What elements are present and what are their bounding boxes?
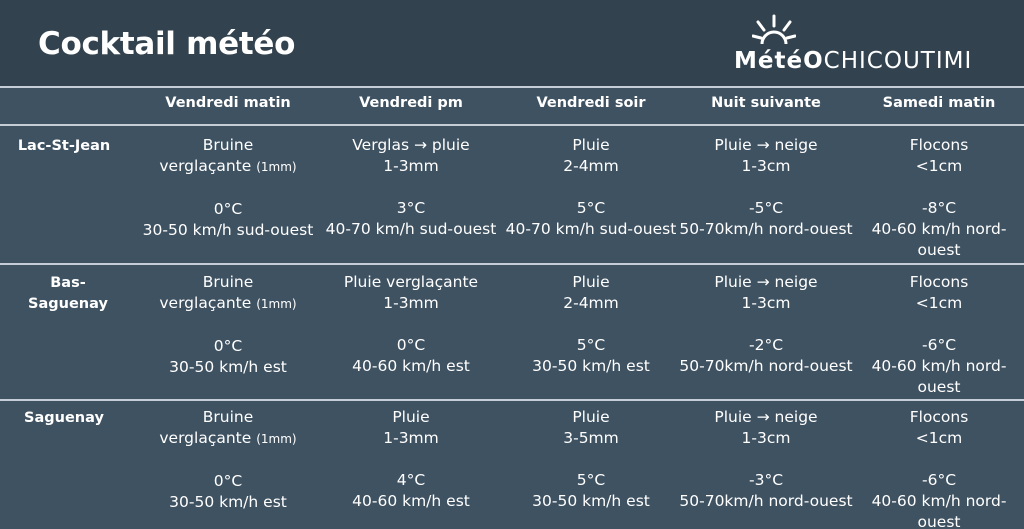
spacer: [140, 178, 316, 199]
spacer: [503, 314, 679, 335]
brand-light-text: CHICOUTIMI: [823, 48, 973, 74]
wind-text: 40-60 km/h est: [352, 492, 470, 510]
temperature-text: 0°C: [213, 200, 243, 218]
amount-line: [503, 156, 679, 177]
condition-text: Pluie → neige: [714, 408, 818, 426]
temperature-text: 3°C: [396, 199, 426, 217]
temperature-text: 0°C: [213, 337, 243, 355]
sun-icon: [752, 14, 796, 50]
temperature-text: 4°C: [396, 471, 426, 489]
amount-text: 1-3mm: [383, 294, 439, 312]
wind-text: 40-70 km/h sud-ouest: [325, 220, 497, 238]
condition-text: Pluie: [392, 408, 430, 426]
amount-text: verglaçante: [159, 294, 252, 312]
condition-text: Verglas → pluie: [352, 136, 470, 154]
temperature-text: -6°C: [921, 471, 957, 489]
forecast-cell: [503, 135, 679, 240]
amount-text: <1cm: [915, 294, 963, 312]
temperature-text: 5°C: [576, 336, 606, 354]
forecast-cell: [851, 272, 1024, 398]
condition-text: Bruine: [202, 136, 254, 154]
forecast-cell: [851, 135, 1024, 261]
header-divider: [0, 124, 1024, 126]
condition-text: Pluie: [572, 136, 610, 154]
amount-text: 1-3cm: [741, 157, 791, 175]
table-header-row: [0, 88, 1024, 126]
amount-text: <1cm: [915, 429, 963, 447]
page-title: Cocktail météo: [38, 26, 296, 62]
temperature-text: 5°C: [576, 199, 606, 217]
wind-text: 50-70km/h nord-ouest: [679, 357, 853, 375]
forecast-cell: [678, 272, 854, 377]
spacer: [678, 449, 854, 470]
amount-text: 2-4mm: [563, 294, 619, 312]
condition-text: Flocons: [909, 136, 969, 154]
amount-line: [851, 293, 1024, 314]
amount-line: [851, 156, 1024, 177]
temperature-text: -2°C: [748, 336, 784, 354]
row-label: Saguenay: [24, 410, 104, 426]
temperature-text: 0°C: [213, 472, 243, 490]
wind-text: 40-60 km/h nord-ouest: [871, 220, 1007, 259]
spacer: [503, 177, 679, 198]
wind-text: 30-50 km/h sud-ouest: [142, 221, 314, 239]
amount-text: <1cm: [915, 157, 963, 175]
spacer: [678, 314, 854, 335]
forecast-cell: [140, 135, 316, 241]
spacer: [503, 449, 679, 470]
spacer: [323, 314, 499, 335]
wind-text: 30-50 km/h est: [169, 358, 287, 376]
amount-note: (1mm): [256, 297, 297, 311]
column-header: Vendredi pm: [359, 95, 463, 111]
amount-line: [678, 293, 854, 314]
condition-text: Bruine: [202, 408, 254, 426]
amount-note: (1mm): [256, 432, 297, 446]
amount-line: [503, 293, 679, 314]
spacer: [851, 314, 1024, 335]
condition-text: Pluie: [572, 273, 610, 291]
condition-text: Bruine: [202, 273, 254, 291]
forecast-cell: [503, 407, 679, 512]
wind-text: 40-60 km/h nord-ouest: [871, 357, 1007, 396]
temperature-text: -6°C: [921, 336, 957, 354]
wind-text: 30-50 km/h est: [532, 492, 650, 510]
wind-text: 40-60 km/h est: [352, 357, 470, 375]
amount-line: [323, 428, 499, 449]
forecast-cell: [678, 407, 854, 512]
spacer: [851, 177, 1024, 198]
forecast-cell: [323, 272, 499, 377]
temperature-text: -3°C: [748, 471, 784, 489]
wind-text: 50-70km/h nord-ouest: [679, 220, 853, 238]
forecast-cell: [140, 407, 316, 513]
spacer: [323, 449, 499, 470]
header-bar: [0, 0, 1024, 86]
forecast-table: [0, 86, 1024, 529]
condition-text: Pluie → neige: [714, 273, 818, 291]
temperature-text: 5°C: [576, 471, 606, 489]
amount-line: [140, 293, 316, 315]
condition-text: Pluie verglaçante: [343, 273, 479, 291]
forecast-cell: [503, 272, 679, 377]
forecast-cell: [678, 135, 854, 240]
spacer: [851, 449, 1024, 470]
amount-line: [323, 293, 499, 314]
wind-text: 40-60 km/h nord-ouest: [871, 492, 1007, 529]
brand-bold-text: MétéO: [734, 48, 824, 74]
amount-text: verglaçante: [159, 157, 252, 175]
forecast-cell: [851, 407, 1024, 529]
spacer: [678, 177, 854, 198]
condition-text: Pluie → neige: [714, 136, 818, 154]
spacer: [323, 177, 499, 198]
spacer: [140, 450, 316, 471]
wind-text: 30-50 km/h est: [532, 357, 650, 375]
column-header: Nuit suivante: [711, 95, 821, 111]
amount-line: [323, 156, 499, 177]
column-header: Vendredi soir: [536, 95, 646, 111]
column-header: Samedi matin: [882, 95, 996, 111]
brand-wordmark: [734, 48, 972, 74]
amount-text: 1-3mm: [383, 157, 439, 175]
temperature-text: -8°C: [921, 199, 957, 217]
row-divider: [0, 263, 1024, 265]
forecast-cell: [323, 407, 499, 512]
condition-text: Flocons: [909, 273, 969, 291]
amount-line: [678, 156, 854, 177]
amount-line: [678, 428, 854, 449]
row-label: Lac-St-Jean: [17, 138, 111, 154]
amount-text: 3-5mm: [563, 429, 619, 447]
amount-line: [140, 156, 316, 178]
amount-text: 1-3mm: [383, 429, 439, 447]
amount-text: verglaçante: [159, 429, 252, 447]
amount-line: [851, 428, 1024, 449]
wind-text: 40-70 km/h sud-ouest: [505, 220, 677, 238]
amount-note: (1mm): [256, 160, 297, 174]
wind-text: 50-70km/h nord-ouest: [679, 492, 853, 510]
row-label: Bas-Saguenay: [28, 275, 108, 312]
column-header: Vendredi matin: [165, 95, 291, 111]
temperature-text: 0°C: [396, 336, 426, 354]
amount-line: [503, 428, 679, 449]
spacer: [140, 315, 316, 336]
wind-text: 30-50 km/h est: [169, 493, 287, 511]
amount-text: 1-3cm: [741, 429, 791, 447]
row-divider: [0, 399, 1024, 401]
amount-line: [140, 428, 316, 450]
temperature-text: -5°C: [748, 199, 784, 217]
forecast-cell: [323, 135, 499, 240]
condition-text: Pluie: [572, 408, 610, 426]
condition-text: Flocons: [909, 408, 969, 426]
amount-text: 2-4mm: [563, 157, 619, 175]
brand-logo: [730, 14, 990, 78]
amount-text: 1-3cm: [741, 294, 791, 312]
forecast-cell: [140, 272, 316, 378]
